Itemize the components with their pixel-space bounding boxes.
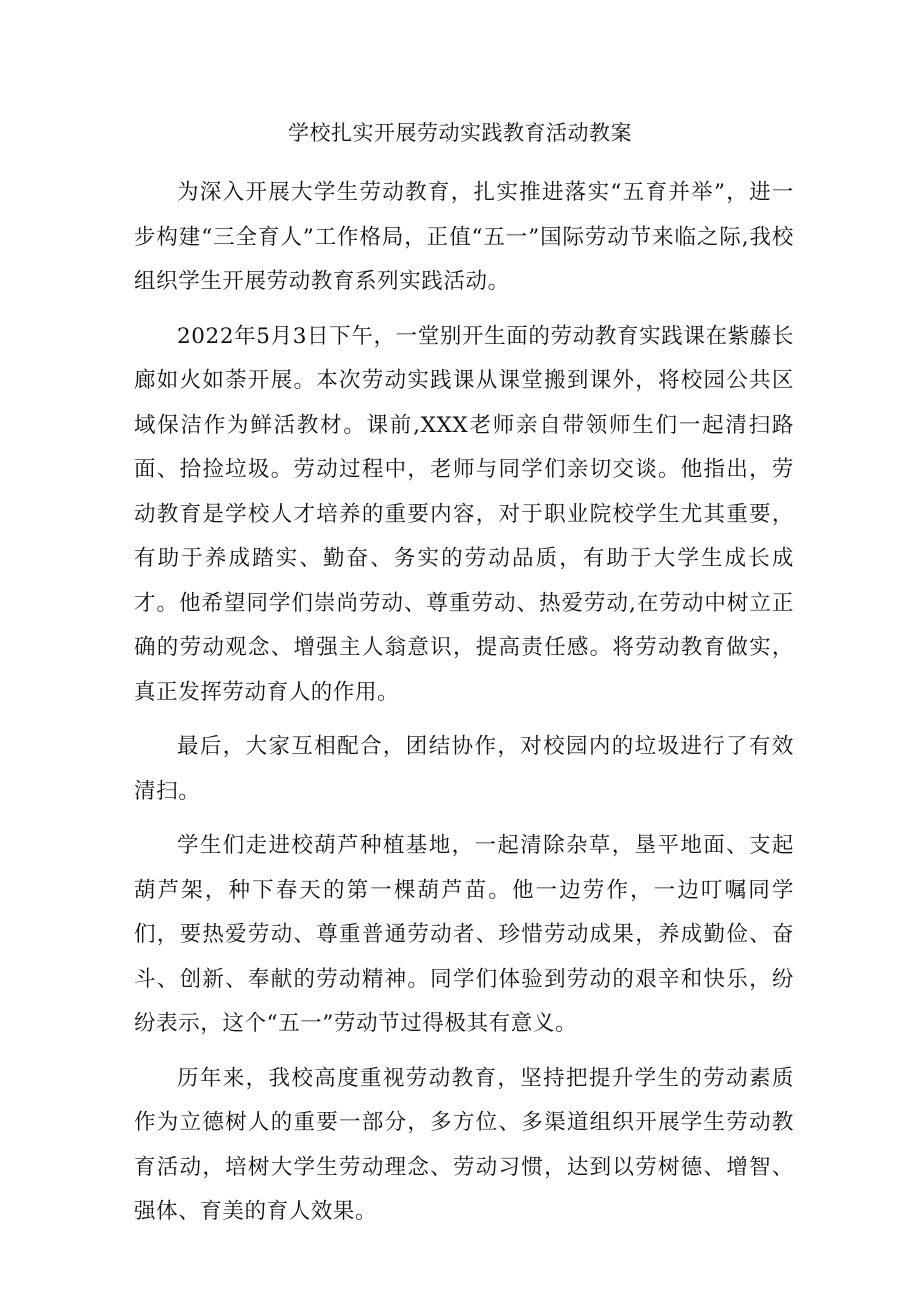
paragraph-spacing xyxy=(134,1047,794,1057)
document-body xyxy=(134,171,794,1235)
paragraph-spacing xyxy=(134,814,794,824)
paragraph-spacing xyxy=(134,715,794,725)
paragraph-intro: 为深入开展大学生劳动教育，扎实推进落实“五育并举”，进一步构建“三全育人”工作格局，正值“五一”国际劳动节来临之际,我校组织学生开展劳动教育系列实践活动。 xyxy=(134,180,794,294)
paragraph-spacing xyxy=(134,305,794,315)
document-title: 学校扎实开展劳动实践教育活动教案 xyxy=(288,121,632,145)
paragraph-activity: 2022年5月3日下午，一堂别开生面的劳动教育实践课在紫藤长廊如火如荼开展。本次劳动实践课从课堂搬到课外，将校园公共区域保洁作为鲜活教材。课前,XXX老师亲自带领师生们一起清扫路面、拾捡垃圾。劳动过程中，老师与同学们亲切交谈。他指出，劳动教育是学校人才培养的重要内容，对于职业院校学生尤其重要，有助于养成踏实、勤奋、务实的劳动品质，有助于大学生成长成才。他希望同学们崇尚劳动、尊重劳动、热爱劳动,在劳动中树立正确的劳动观念、增强主人翁意识，提高责任感。将劳动教育做实，真正发挥劳动育人的作用。 xyxy=(134,323,794,705)
paragraph-gourd-planting: 学生们走进校葫芦种植基地，一起清除杂草，垦平地面、支起葫芦架，种下春天的第一棵葫芦苗。他一边劳作，一边叮嘱同学们，要热爱劳动、尊重普通劳动者、珍惜劳动成果，养成勤俭、奋斗、创新、奉献的劳动精神。同学们体验到劳动的艰辛和快乐，纷纷表示，这个“五一”劳动节过得极其有意义。 xyxy=(134,833,794,1036)
paragraph-conclusion: 历年来，我校高度重视劳动教育，坚持把提升学生的劳动素质作为立德树人的重要一部分，多方位、多渠道组织开展学生劳动教育活动，培树大学生劳动理念、劳动习惯，达到以劳树德、增智、强体、育美的育人效果。 xyxy=(134,1065,794,1224)
paragraph-cleanup: 最后，大家互相配合，团结协作，对校园内的垃圾进行了有效清扫。 xyxy=(134,734,794,804)
